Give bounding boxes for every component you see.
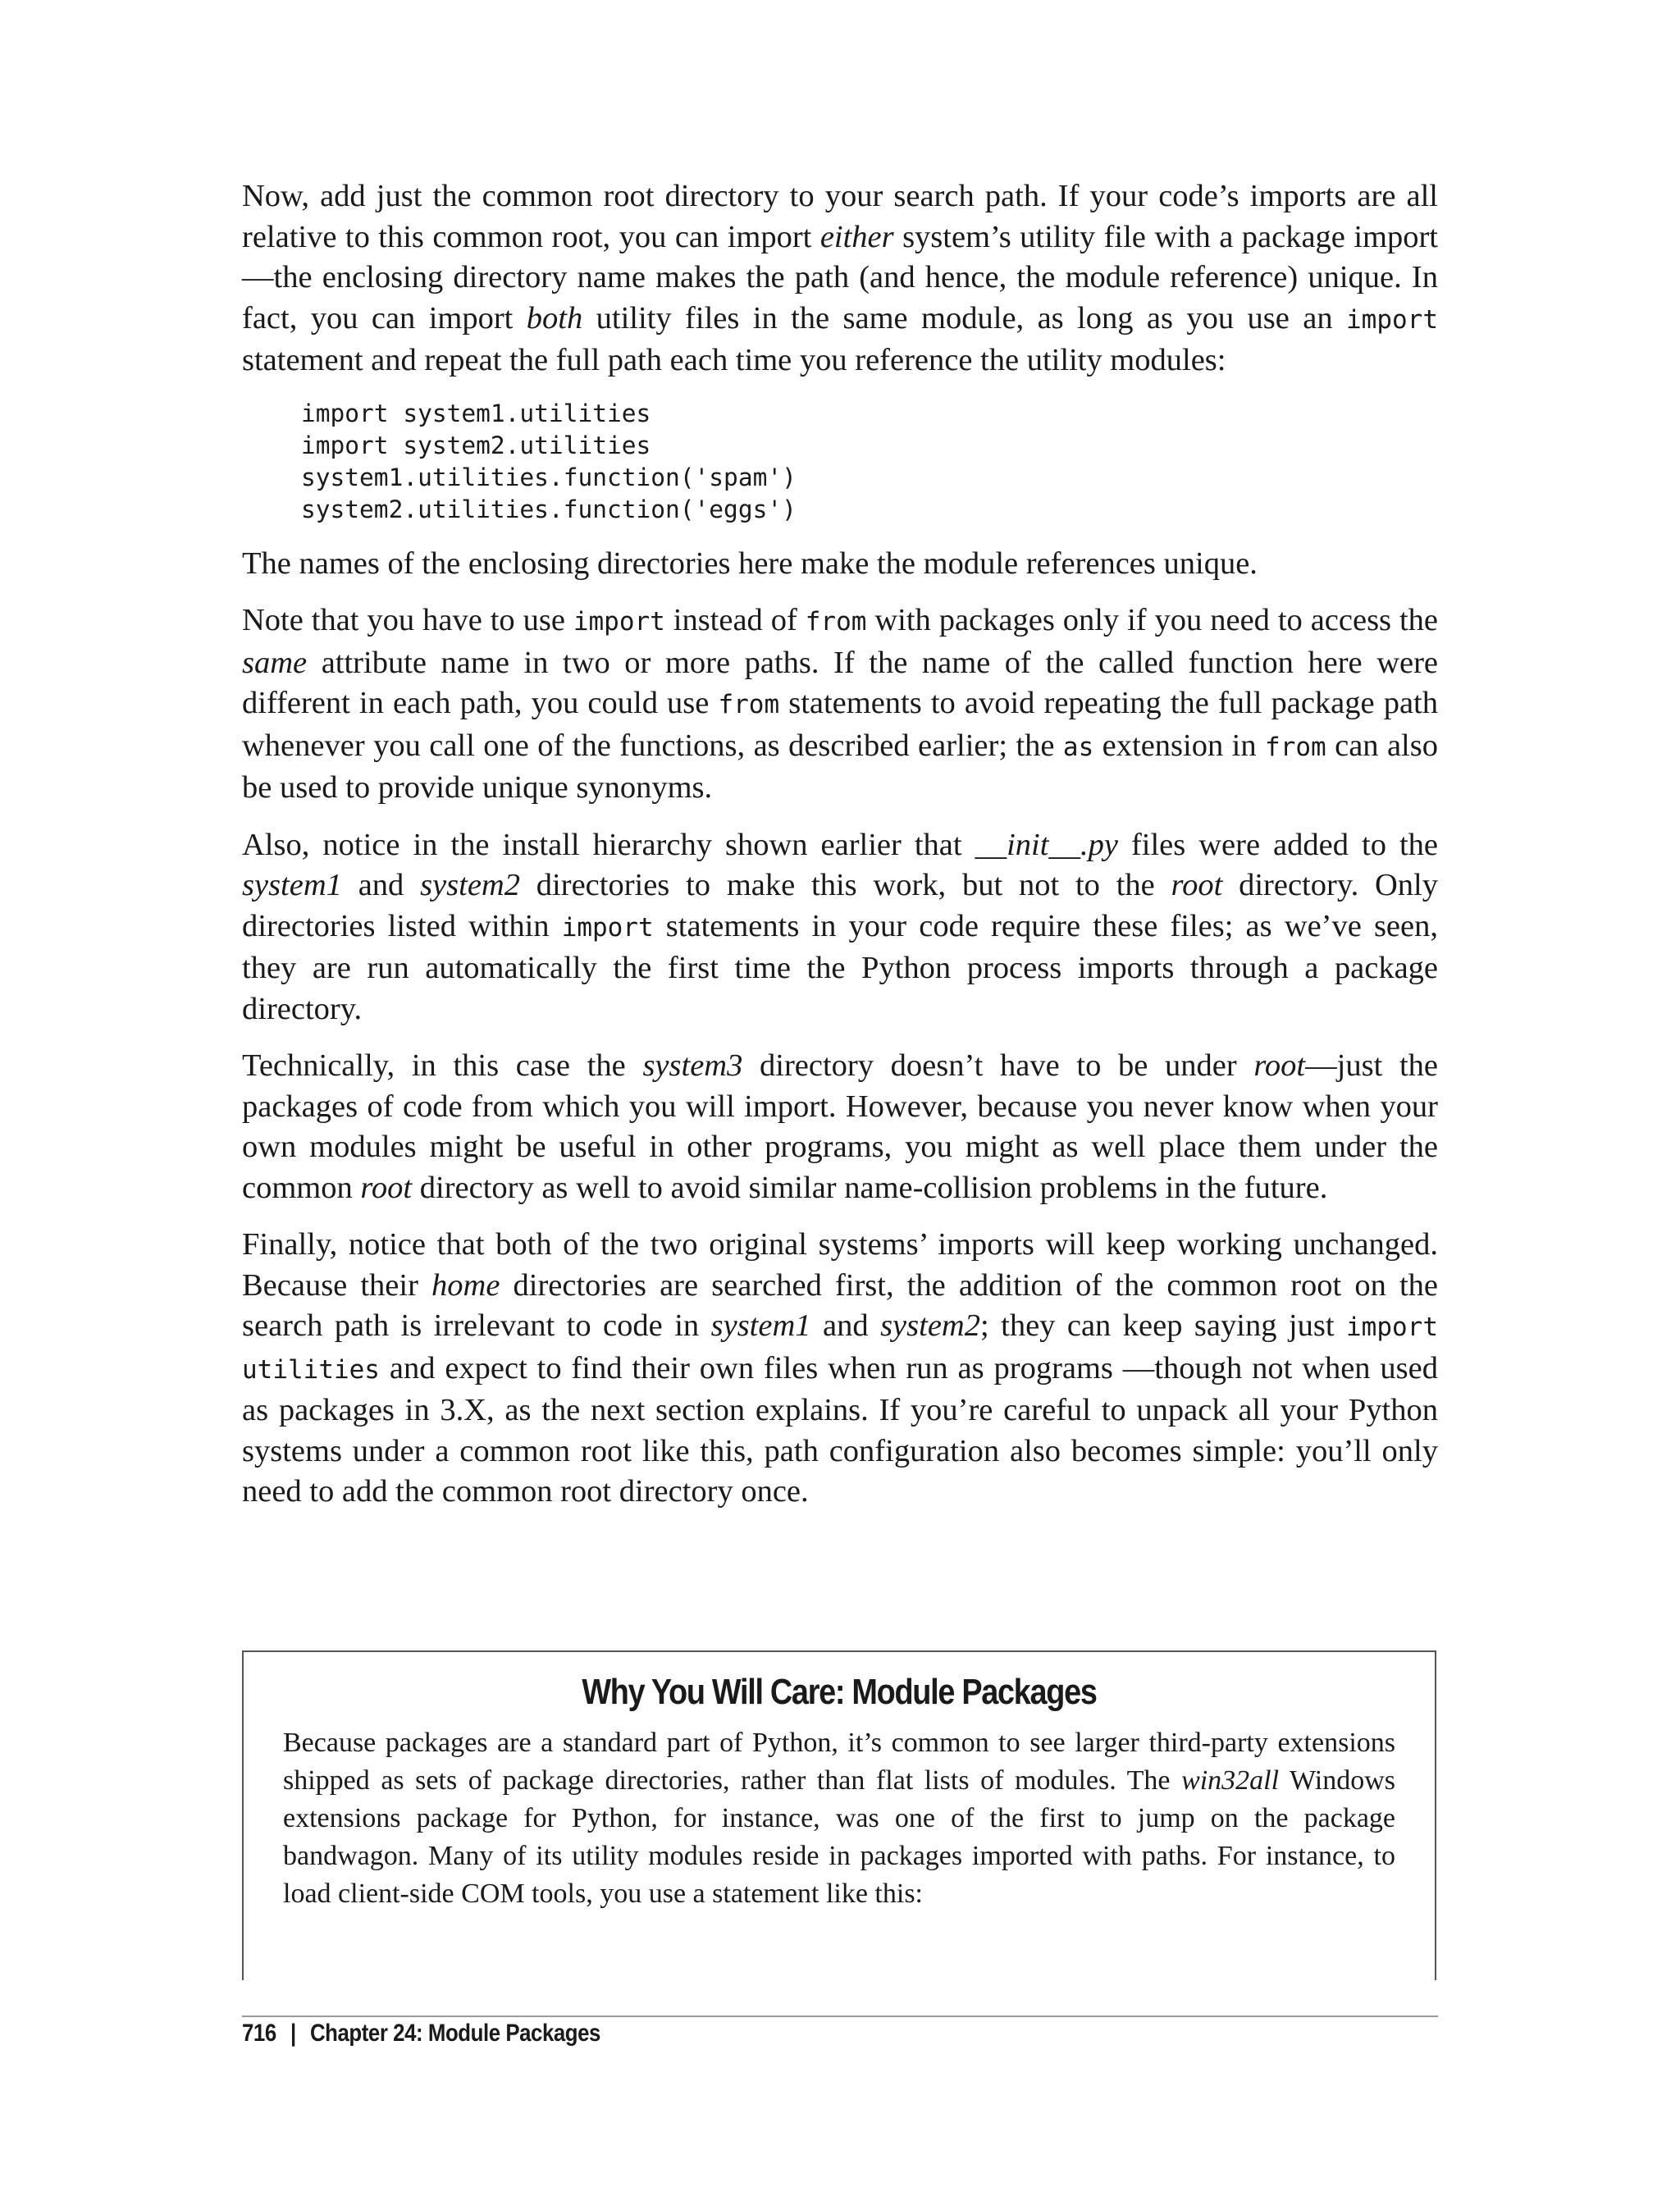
emphasis: either <box>819 219 894 254</box>
text-run: system’s utility file with a package import—the enclosing directory name makes the path (and hence, the module reference) unique. In fact, you can import <box>242 219 1438 336</box>
emphasis: root <box>360 1170 413 1205</box>
inline-code: from <box>805 607 867 637</box>
emphasis: same <box>242 645 308 680</box>
text-run: Note that you have to use <box>242 603 573 637</box>
text-run: Because packages are a standard part of Python, it’s common to see larger third-party extensions shipped as sets of package directories, rather than flat lists of modules. The <box>283 1728 1395 1796</box>
sidebar-paragraph <box>283 1724 1395 1913</box>
text-run: Windows extensions package for Python, for instance, was one of the first to jump on the package bandwagon. Many of its utility modules reside in packages imported with paths. For instance, to load client-side COM tools, you use a statement like this: <box>283 1765 1395 1909</box>
text-run: directory. Only directories listed within <box>242 868 1438 943</box>
paragraph-2: The names of the enclosing directories here make the module references unique. <box>242 546 1258 581</box>
text-run: ; they can keep saying just <box>979 1308 1347 1343</box>
inline-code: from <box>1265 732 1326 762</box>
text-run: can also be used to provide unique synonyms. <box>242 728 1438 805</box>
text-run: statements in your code require these files; as we’ve seen, they are run automatically the first time the Python process imports through a package directory. <box>242 908 1438 1026</box>
page-number: 716 <box>242 2020 276 2047</box>
emphasis: win32all <box>1181 1765 1280 1796</box>
emphasis: system1 <box>710 1308 811 1343</box>
emphasis: root <box>1253 1048 1306 1083</box>
inline-code: import utilities <box>242 1312 1438 1385</box>
footer-separator: | <box>290 2020 296 2047</box>
text-run: utility files in the same module, as long as you use an <box>582 300 1347 336</box>
text-run: —just the packages of code from which you will import. However, because you never know when your own modules might be useful in other programs, you might as well place them under the common <box>242 1048 1438 1205</box>
text-run: Technically, in this case the <box>242 1048 643 1083</box>
paragraph-6 <box>242 1225 1438 1513</box>
text-run: directory doesn’t have to be under <box>742 1048 1254 1083</box>
text-run: Also, notice in the install hierarchy shown earlier that <box>242 827 975 862</box>
text-run: attribute name in two or more paths. If the name of the called function here were different in each path, you could use <box>242 645 1438 720</box>
sidebar-box <box>242 1650 1436 1980</box>
inline-code: as <box>1062 732 1094 762</box>
inline-code: import <box>573 607 665 637</box>
text-run: Finally, notice that both of the two original systems’ imports will keep working unchanged. Because their <box>242 1227 1438 1303</box>
emphasis: system2 <box>880 1308 980 1343</box>
emphasis: system2 <box>420 868 520 902</box>
page-body <box>242 176 1438 1529</box>
text-run: instead of <box>664 603 806 637</box>
text-run: extension in <box>1093 728 1266 763</box>
code-block <box>301 398 1438 526</box>
chapter-title: Chapter 24: Module Packages <box>309 2020 600 2047</box>
text-run: directory as well to avoid similar name-collision problems in the future. <box>412 1170 1328 1205</box>
text-run: and <box>341 868 421 902</box>
code-line: system2.utilities.function('eggs') <box>301 495 797 523</box>
text-run: statement and repeat the full path each time you reference the utility modules: <box>242 343 1226 377</box>
code-line: import system1.utilities <box>301 399 651 427</box>
sidebar-title: Why You Will Care: Module Packages <box>582 1672 1097 1712</box>
emphasis: __init__.py <box>975 827 1118 862</box>
text-run: statements to avoid repeating the full package path whenever you call one of the functions, as described earlier; the <box>242 686 1438 763</box>
inline-code: import <box>561 912 654 943</box>
paragraph-5 <box>242 1046 1438 1208</box>
text-run: and <box>810 1308 881 1343</box>
emphasis: home <box>431 1267 500 1303</box>
text-run: files were added to the <box>1117 827 1439 862</box>
text-run: and expect to find their own files when run as programs —though not when used as packages in 3.X, as the next section explains. If you’re careful to unpack all your Python systems under a common root like this, path configuration also becomes simple: you’ll only need to add the common root directory once. <box>242 1350 1438 1509</box>
footer-divider <box>242 2016 1438 2017</box>
page-footer <box>242 2020 600 2048</box>
paragraph-3 <box>242 600 1438 809</box>
emphasis: both <box>526 300 583 336</box>
code-line: system1.utilities.function('spam') <box>301 463 797 491</box>
emphasis: system1 <box>242 868 342 902</box>
inline-code: from <box>718 690 780 719</box>
emphasis: system3 <box>642 1048 743 1083</box>
text-run: directories to make this work, but not to the <box>520 868 1171 902</box>
text-run: with packages only if you need to access the <box>866 603 1438 637</box>
text-run: Now, add just the common root directory to your search path. If your code’s imports are all relative to this common root, you can import <box>242 179 1438 254</box>
paragraph-1 <box>242 176 1438 381</box>
text-run: directories are searched first, the addition of the common root on the search path is irrelevant to code in <box>242 1267 1438 1343</box>
inline-code: import <box>1346 304 1438 335</box>
code-line: import system2.utilities <box>301 431 651 459</box>
emphasis: root <box>1171 868 1223 902</box>
paragraph-4 <box>242 825 1438 1030</box>
